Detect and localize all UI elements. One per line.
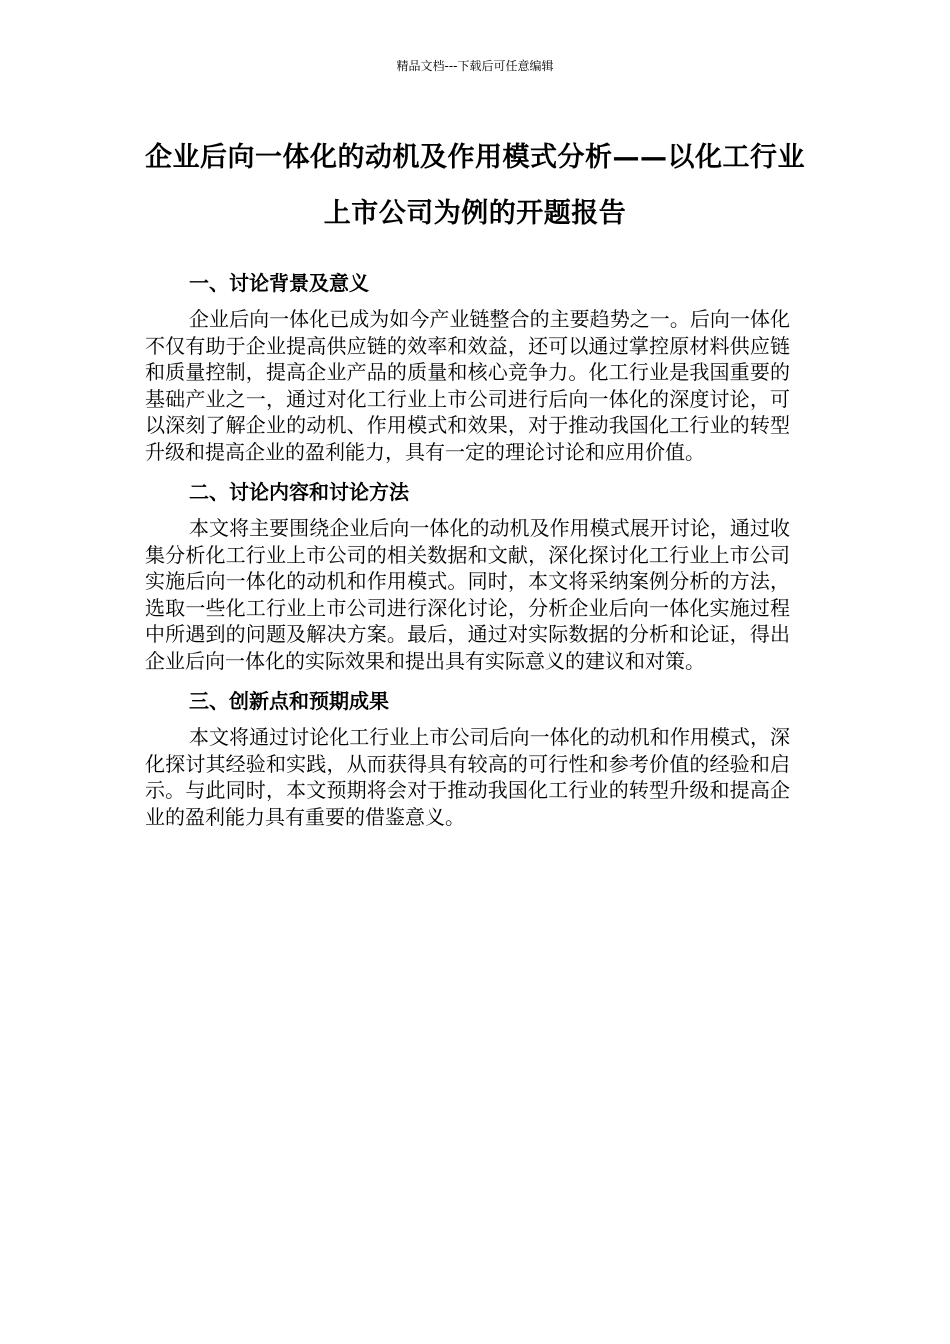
document-title: 企业后向一体化的动机及作用模式分析——以化工行业上市公司为例的开题报告 [145,142,805,229]
document-body [145,268,790,842]
section-heading: 二、讨论内容和讨论方法 [189,480,409,504]
header-note: 精品文档---下载后可任意编辑 [396,59,554,73]
section-innovation-outcomes [145,686,790,830]
section-paragraph: 本文将通过讨论化工行业上市公司后向一体化的动机和作用模式，深化探讨其经验和实践，从而获得具有较高的可行性和参考价值的经验和启示。与此同时，本文预期将会对于推动我国化工行业的转型升级和提高企业的盈利能力具有重要的借鉴意义。 [145,725,790,829]
section-paragraph: 本文将主要围绕企业后向一体化的动机及作用模式展开讨论，通过收集分析化工行业上市公司的相关数据和文献，深化探讨化工行业上市公司实施后向一体化的动机和作用模式。同时，本文将采纳案例分析的方法，选取一些化工行业上市公司进行深化讨论，分析企业后向一体化实施过程中所遇到的问题及解决方案。最后，通过对实际数据的分析和论证，得出企业后向一体化的实际效果和提出具有实际意义的建议和对策。 [145,516,790,673]
section-heading: 三、创新点和预期成果 [189,689,389,713]
section-heading: 一、讨论背景及意义 [189,271,369,295]
section-background [145,268,790,465]
section-content-methods [145,477,790,674]
section-paragraph: 企业后向一体化已成为如今产业链整合的主要趋势之一。后向一体化不仅有助于企业提高供应链的效率和效益，还可以通过掌控原材料供应链和质量控制，提高企业产品的质量和核心竞争力。化工行业是我国重要的基础产业之一，通过对化工行业上市公司进行后向一体化的深度讨论，可以深刻了解企业的动机、作用模式和效果，对于推动我国化工行业的转型升级和提高企业的盈利能力，具有一定的理论讨论和应用价值。 [145,307,790,464]
